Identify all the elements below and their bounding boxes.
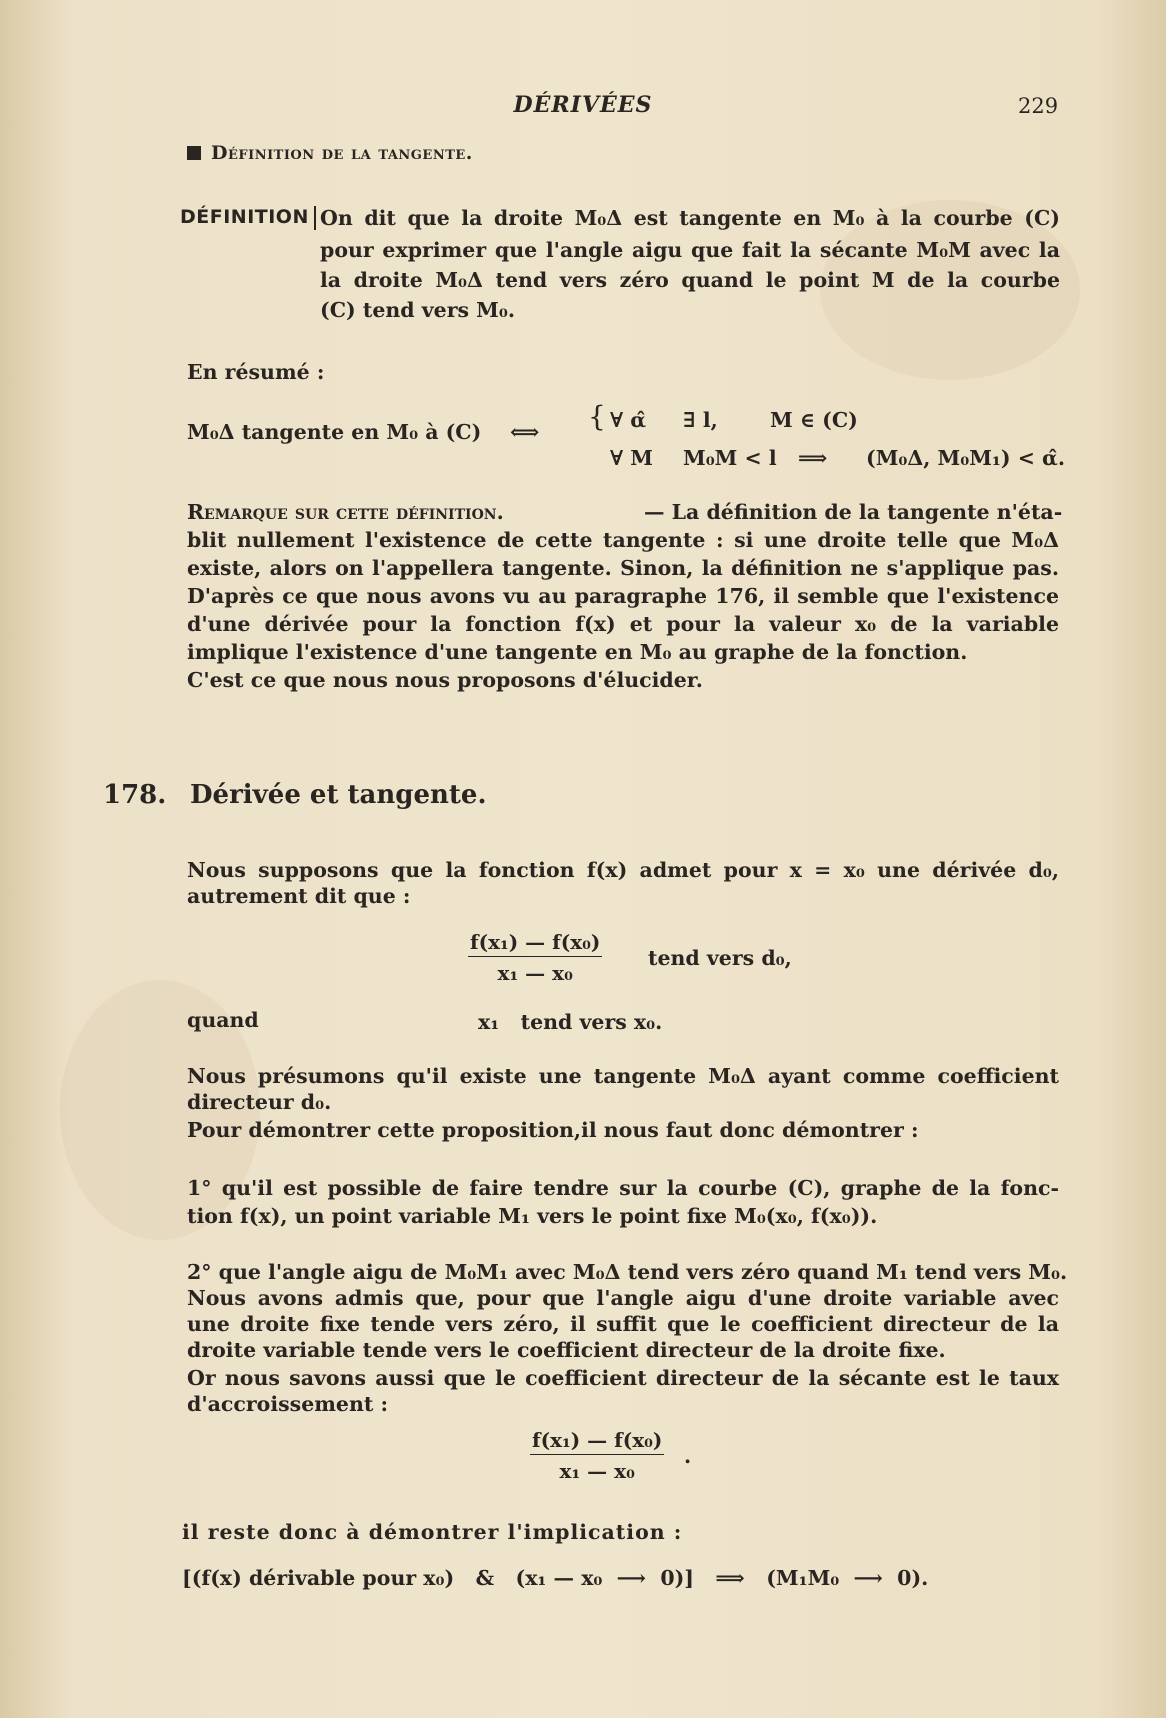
remark-line: C'est ce que nous nous proposons d'élucider. [187,668,703,692]
body-line: Or nous savons aussi que le coefficient directeur de la sécante est le taux [187,1366,1059,1390]
definition-line: la droite M₀Δ tend vers zéro quand le point M de la courbe [320,268,1060,292]
summary-row2-forall: ∀ M [610,446,653,470]
summary-row2-distance: M₀M < l [683,446,777,470]
body-line: une droite fixe tende vers zéro, il suffit que le coefficient directeur de la [187,1312,1059,1336]
summary-row1-forall: ∀ α̂ [610,408,647,432]
fraction-numerator: f(x₁) — f(x₀) [530,1428,664,1455]
body-line: d'accroissement : [187,1392,389,1416]
summary-left: M₀Δ tangente en M₀ à (C) [187,420,482,444]
remark-line: D'après ce que nous avons vu au paragraphe 176, il semble que l'existence [187,584,1059,608]
remark-heading: Remarque sur cette définition. [187,500,504,524]
fraction-limit: tend vers d₀, [648,946,792,970]
remark-line: — La définition de la tangente n'éta- [644,500,1063,524]
summary-label: En résumé : [187,360,325,384]
body-line: Nous présumons qu'il existe une tangente M₀Δ ayant comme coefficient [187,1064,1059,1088]
remark-line: blit nullement l'existence de cette tangente : si une droite telle que M₀Δ [187,528,1059,552]
remark-line: implique l'existence d'une tangente en M₀ au graphe de la fonction. [187,640,968,664]
brace-icon: { [588,400,606,433]
final-implication: [(f(x) dérivable pour x₀) & (x₁ — x₀ ⟶ 0)] ⟹ (M₁M₀ ⟶ 0). [182,1566,929,1590]
difference-quotient [468,930,602,985]
quand-label: quand [187,1008,259,1032]
section-title: Dérivée et tangente. [190,780,487,810]
quand-expression: x₁ tend vers x₀. [478,1010,663,1034]
summary-row2-angle: (M₀Δ, M₀M₁) < α̂. [866,446,1065,470]
secant-slope-fraction [530,1428,664,1483]
equivalence-arrow: ⟺ [510,420,540,444]
running-title: DÉRIVÉES [513,92,653,118]
summary-row1-member: M ∈ (C) [770,408,858,432]
definition-line: On dit que la droite M₀Δ est tangente en M₀ à la courbe (C) [320,206,1060,230]
fraction-period: . [684,1444,692,1468]
body-line: 1° qu'il est possible de faire tendre sur la courbe (C), graphe de la fonc- [187,1176,1059,1200]
section-number: 178. [103,780,167,810]
body-line: il reste donc à démontrer l'implication : [182,1520,683,1544]
square-bullet-icon [187,146,201,160]
body-line: Nous supposons que la fonction f(x) admet pour x = x₀ une dérivée d₀, [187,858,1059,882]
definition-label: DÉFINITION [180,206,309,228]
implication-arrow: ⟹ [798,446,828,470]
remark-line: d'une dérivée pour la fonction f(x) et pour la valeur x₀ de la variable [187,612,1059,636]
fraction-denominator: x₁ — x₀ [497,961,573,985]
body-line: droite variable tende vers le coefficient directeur de la droite fixe. [187,1338,946,1362]
definition-line: pour exprimer que l'angle aigu que fait la sécante M₀M avec la [320,238,1060,262]
body-line: autrement dit que : [187,884,411,908]
fraction-numerator: f(x₁) — f(x₀) [468,930,602,957]
body-line: Nous avons admis que, pour que l'angle aigu d'une droite variable avec [187,1286,1059,1310]
body-line: Pour démontrer cette proposition,il nous faut donc démontrer : [187,1118,919,1142]
remark-line: existe, alors on l'appellera tangente. Sinon, la définition ne s'applique pas. [187,556,1059,580]
fraction-denominator: x₁ — x₀ [559,1459,635,1483]
page-number: 229 [1018,94,1059,118]
definition-line: (C) tend vers M₀. [320,298,515,322]
body-line: 2° que l'angle aigu de M₀M₁ avec M₀Δ tend vers zéro quand M₁ tend vers M₀. [187,1260,1068,1284]
body-line: directeur d₀. [187,1090,332,1114]
summary-row1-exists: ∃ l, [683,408,718,432]
section-heading-text: Définition de la tangente. [211,142,473,164]
definition-divider [314,206,316,230]
section-heading [187,142,473,164]
body-line: tion f(x), un point variable M₁ vers le point fixe M₀(x₀, f(x₀)). [187,1204,878,1228]
